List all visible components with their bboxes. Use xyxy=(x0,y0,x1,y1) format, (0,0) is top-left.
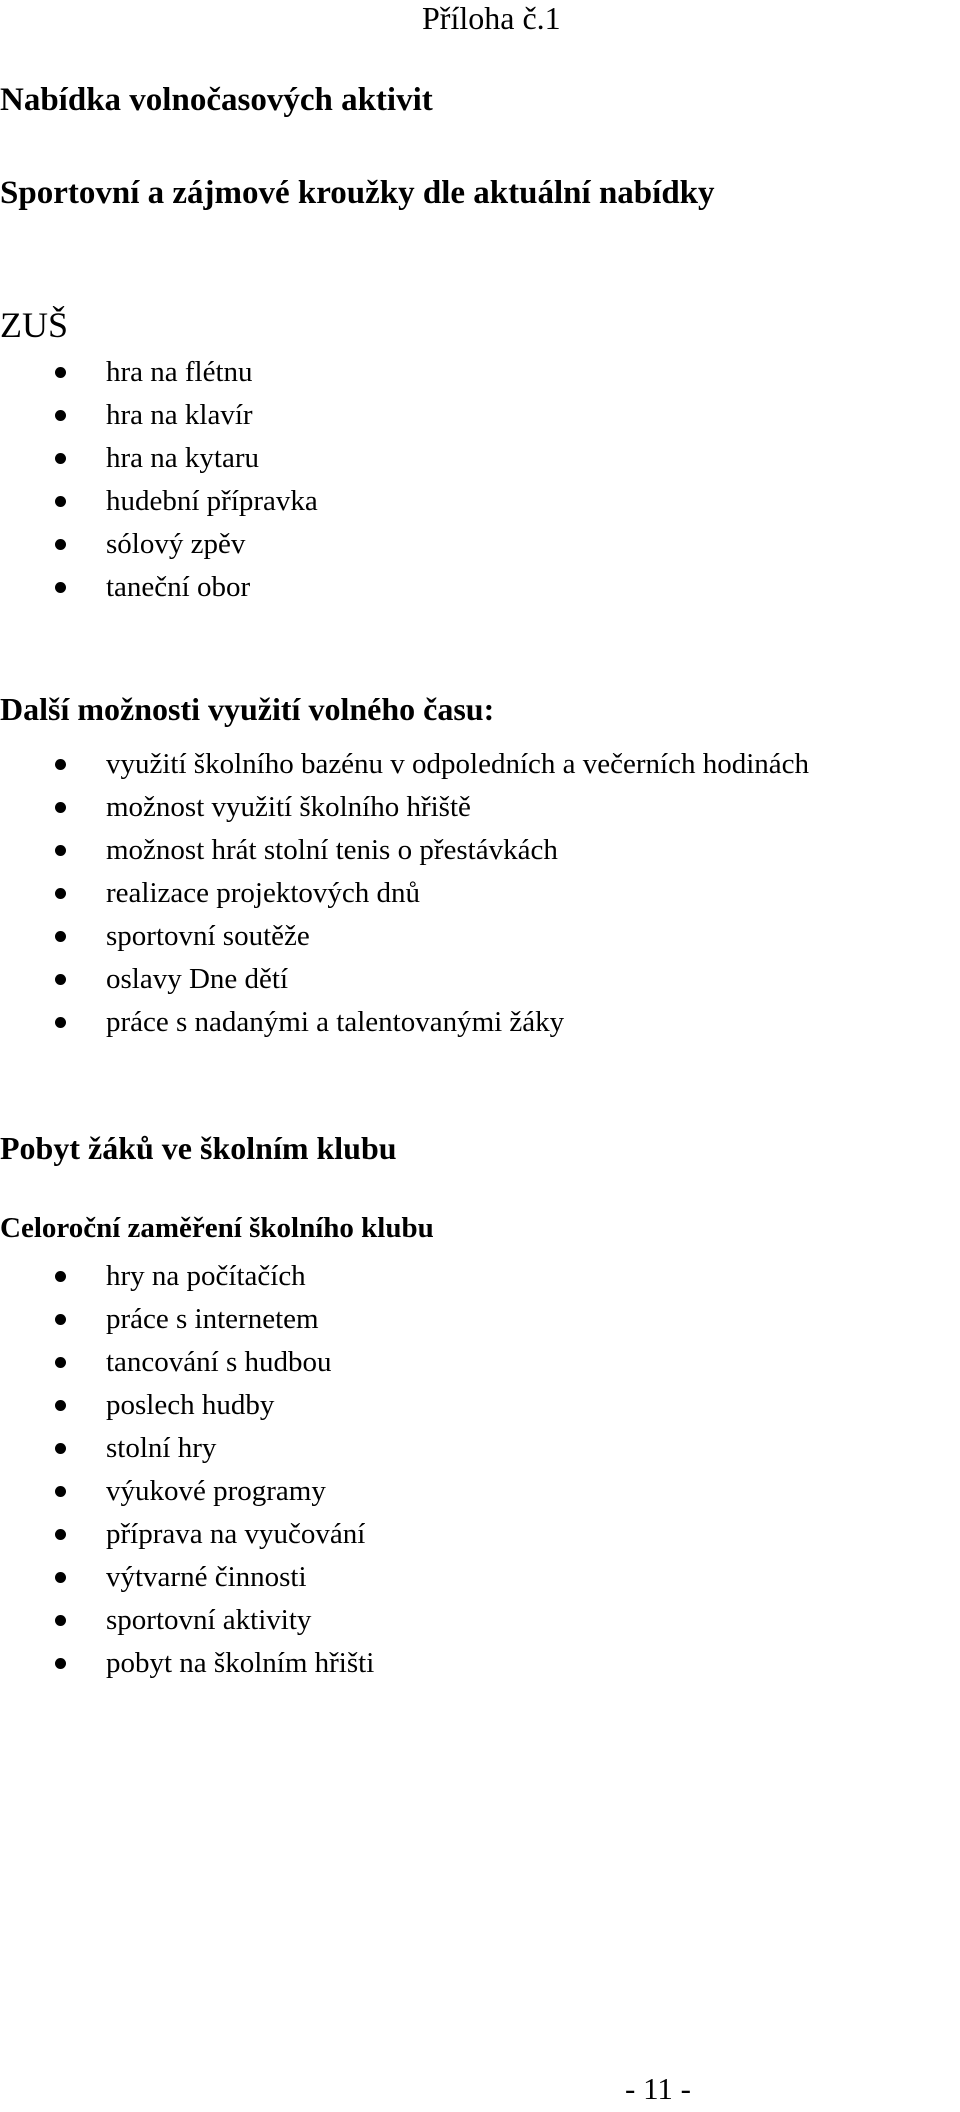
zus-heading: ZUŠ xyxy=(0,305,69,345)
bullet-icon xyxy=(55,410,66,421)
list-item xyxy=(0,872,809,915)
list-item xyxy=(0,1298,374,1341)
list-item xyxy=(0,437,318,480)
list-item xyxy=(0,1384,374,1427)
bullet-icon xyxy=(55,582,66,593)
bullet-icon xyxy=(55,1572,66,1583)
list-item xyxy=(0,829,809,872)
list-item xyxy=(0,1341,374,1384)
list-item-text: poslech hudby xyxy=(106,1389,275,1421)
list-item-text: výtvarné činnosti xyxy=(106,1561,307,1593)
list-item xyxy=(0,351,318,394)
bullet-icon xyxy=(55,453,66,464)
list-item-text: pobyt na školním hřišti xyxy=(106,1647,375,1679)
list-item xyxy=(0,1599,374,1642)
bullet-icon xyxy=(55,1615,66,1626)
bullet-icon xyxy=(55,974,66,985)
list-item-text: oslavy Dne dětí xyxy=(106,963,289,995)
list-item-text: stolní hry xyxy=(106,1432,217,1464)
list-item xyxy=(0,1470,374,1513)
bullet-icon xyxy=(55,367,66,378)
document-subtitle: Sportovní a zájmové kroužky dle aktuální nabídky xyxy=(0,175,715,211)
bullet-icon xyxy=(55,1271,66,1282)
bullet-icon xyxy=(55,759,66,770)
list-item xyxy=(0,958,809,1001)
list-item xyxy=(0,1513,374,1556)
free-time-heading: Další možnosti využití volného času: xyxy=(0,691,495,727)
zus-list xyxy=(0,351,318,609)
list-item-text: možnost hrát stolní tenis o přestávkách xyxy=(106,834,558,866)
club-heading: Pobyt žáků ve školním klubu xyxy=(0,1130,397,1166)
list-item xyxy=(0,566,318,609)
list-item xyxy=(0,1001,809,1044)
bullet-icon xyxy=(55,845,66,856)
document-title: Nabídka volnočasových aktivit xyxy=(0,82,433,118)
list-item-text: hra na flétnu xyxy=(106,356,253,388)
list-item xyxy=(0,1427,374,1470)
list-item xyxy=(0,743,809,786)
bullet-icon xyxy=(55,1529,66,1540)
list-item-text: příprava na vyučování xyxy=(106,1518,366,1550)
list-item-text: sólový zpěv xyxy=(106,528,246,560)
list-item xyxy=(0,1556,374,1599)
page-number: - 11 - xyxy=(625,2071,691,2106)
list-item xyxy=(0,786,809,829)
list-item-text: hudební přípravka xyxy=(106,485,318,517)
list-item xyxy=(0,480,318,523)
bullet-icon xyxy=(55,1357,66,1368)
list-item-text: možnost využití školního hřiště xyxy=(106,791,471,823)
list-item-text: taneční obor xyxy=(106,571,251,603)
bullet-icon xyxy=(55,1658,66,1669)
club-focus-heading: Celoroční zaměření školního klubu xyxy=(0,1212,434,1244)
list-item-text: tancování s hudbou xyxy=(106,1346,332,1378)
attachment-label: Příloha č.1 xyxy=(422,0,561,36)
list-item-text: hra na klavír xyxy=(106,399,253,431)
bullet-icon xyxy=(55,1017,66,1028)
bullet-icon xyxy=(55,888,66,899)
bullet-icon xyxy=(55,1314,66,1325)
list-item-text: sportovní soutěže xyxy=(106,920,310,952)
list-item xyxy=(0,523,318,566)
list-item-text: využití školního bazénu v odpoledních a večerních hodinách xyxy=(106,748,810,780)
list-item-text: hry na počítačích xyxy=(106,1260,306,1292)
list-item-text: výukové programy xyxy=(106,1475,326,1507)
list-item xyxy=(0,1642,374,1685)
bullet-icon xyxy=(55,931,66,942)
bullet-icon xyxy=(55,1400,66,1411)
list-item xyxy=(0,1255,374,1298)
free-time-list xyxy=(0,743,809,1044)
list-item-text: práce s internetem xyxy=(106,1303,319,1335)
list-item xyxy=(0,394,318,437)
bullet-icon xyxy=(55,539,66,550)
list-item-text: hra na kytaru xyxy=(106,442,259,474)
club-activities-list xyxy=(0,1255,374,1685)
list-item-text: práce s nadanými a talentovanými žáky xyxy=(106,1006,565,1038)
bullet-icon xyxy=(55,496,66,507)
list-item xyxy=(0,915,809,958)
bullet-icon xyxy=(55,1443,66,1454)
list-item-text: realizace projektových dnů xyxy=(106,877,421,909)
bullet-icon xyxy=(55,802,66,813)
list-item-text: sportovní aktivity xyxy=(106,1604,312,1636)
bullet-icon xyxy=(55,1486,66,1497)
